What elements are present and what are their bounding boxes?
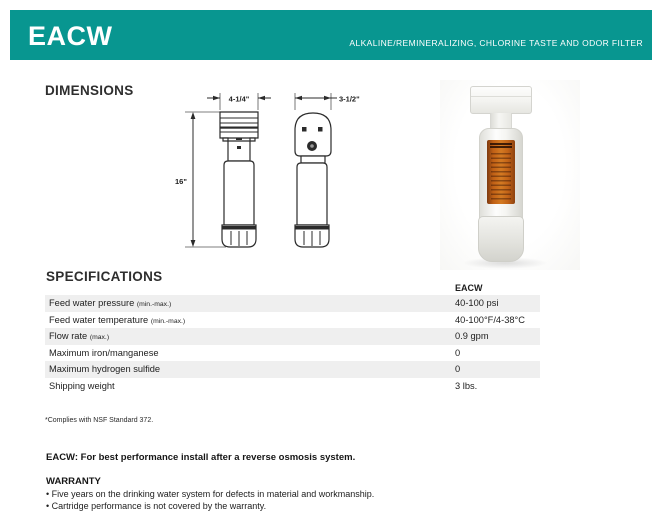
table-row — [45, 345, 540, 362]
spec-value: 40-100°F/4-38°C — [455, 314, 525, 325]
filter-cap — [470, 86, 532, 114]
table-row — [45, 312, 540, 329]
spec-label: Flow rate — [49, 331, 88, 341]
spec-label-note: (max.) — [89, 334, 110, 341]
dim-width-side-label: 3-1/2" — [339, 94, 360, 104]
label-text-lines — [491, 153, 511, 200]
dimension-drawings — [170, 85, 380, 270]
product-photo — [440, 80, 580, 270]
header-bar — [10, 10, 652, 60]
warranty-bullet: • Cartridge performance is not covered by the warranty. — [46, 501, 267, 511]
spec-label: Feed water pressure — [49, 298, 135, 308]
spec-column-header: EACW — [455, 283, 483, 293]
product-code-title: EACW — [28, 21, 113, 51]
spec-label: Shipping weight — [49, 380, 115, 391]
spec-value: 0.9 gpm — [455, 331, 489, 341]
spec-value: 40-100 psi — [455, 298, 499, 308]
filter-bottom-cup — [478, 216, 524, 262]
filter-orange-label — [487, 140, 515, 204]
specifications-table — [45, 295, 540, 394]
spec-label-note: (min.-max.) — [136, 301, 172, 308]
dim-height-label: 16" — [175, 177, 187, 186]
performance-note: EACW: For best performance install after a reverse osmosis system. — [46, 452, 356, 463]
spec-label: Maximum iron/manganese — [49, 347, 159, 358]
specifications-heading: SPECIFICATIONS — [46, 269, 163, 284]
front-view-drawing — [175, 93, 271, 247]
spec-label: Feed water temperature — [49, 314, 149, 325]
spec-label: Maximum hydrogen sulfide — [49, 364, 161, 374]
warranty-bullet: • Five years on the drinking water system for defects in material and workmanship. — [46, 489, 375, 499]
table-row — [45, 378, 540, 395]
table-row — [45, 328, 540, 345]
side-view-drawing — [295, 93, 360, 247]
spec-label-note: (min.-max.) — [150, 317, 186, 325]
spec-value: 3 lbs. — [455, 380, 478, 391]
label-title-lines — [490, 143, 512, 149]
table-row — [45, 361, 540, 378]
dimensions-heading: DIMENSIONS — [45, 83, 134, 98]
nsf-footnote: *Complies with NSF Standard 372. — [45, 417, 154, 424]
table-row — [45, 295, 540, 312]
spec-value: 0 — [455, 364, 461, 374]
dim-width-front-label: 4-1/4" — [228, 94, 250, 104]
spec-value: 0 — [455, 347, 461, 358]
warranty-heading: WARRANTY — [46, 476, 101, 487]
product-description: ALKALINE/REMINERALIZING, CHLORINE TASTE AND ODOR FILTER — [349, 38, 643, 48]
